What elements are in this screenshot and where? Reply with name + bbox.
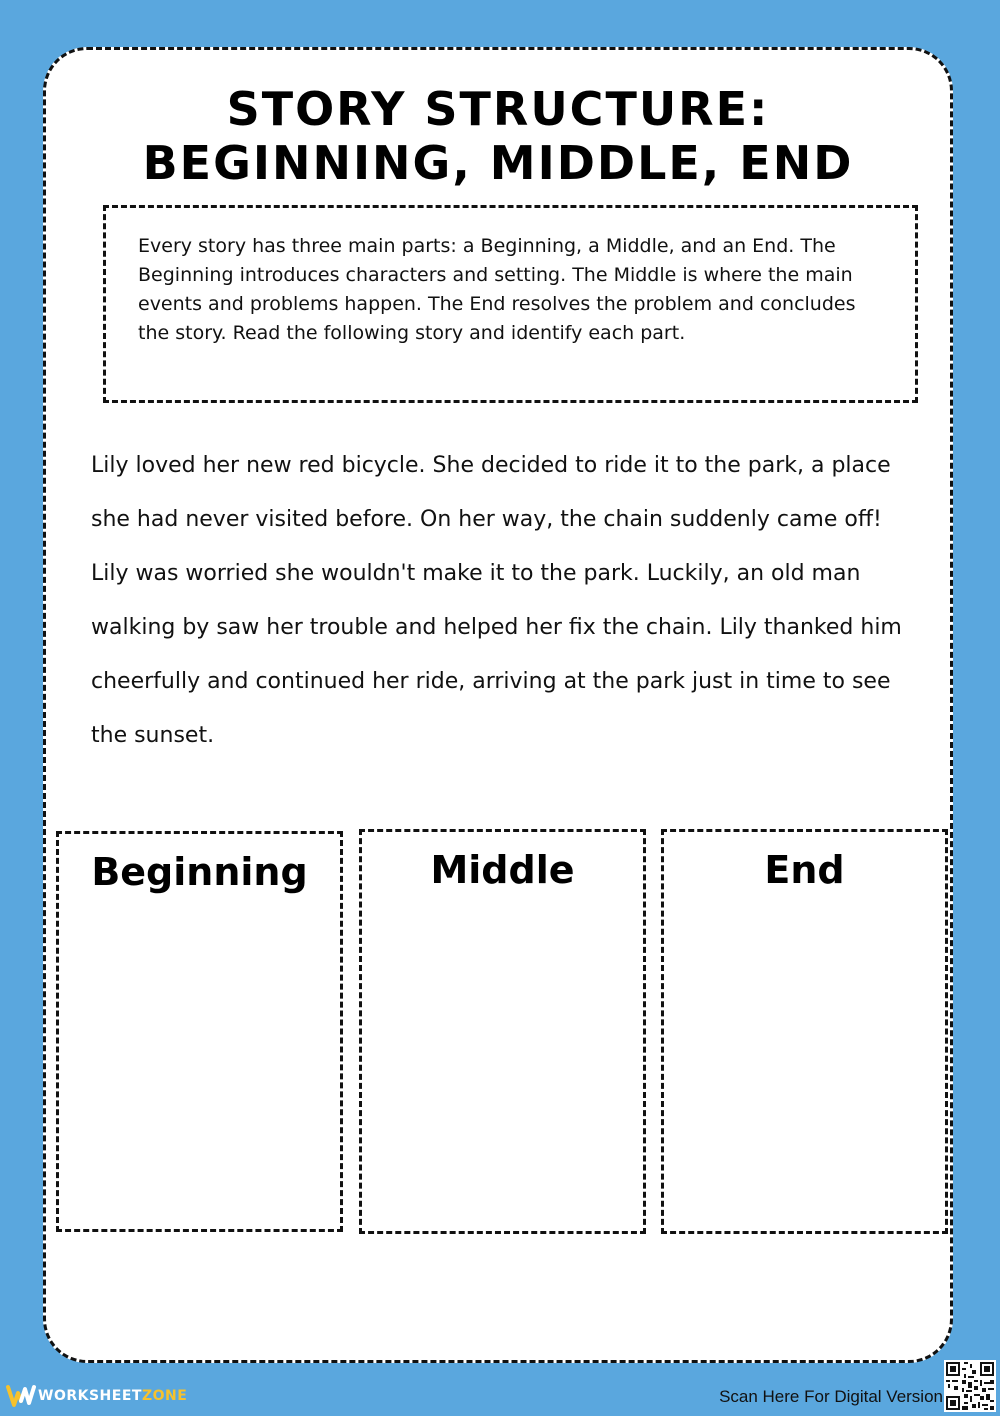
beginning-answer-box[interactable] [56,831,343,1232]
qr-code-icon[interactable] [944,1360,996,1412]
instructions-text: Every story has three main parts: a Beginning, a Middle, and an End. The Beginning introduces characters and setting. The Middle is where the main events and problems happen. The End resolves the problem and concludes the story. Read the following story and identify each part. [138,235,856,344]
beginning-label: Beginning [91,850,308,894]
middle-answer-box[interactable] [359,829,646,1234]
end-answer-box[interactable] [661,829,948,1234]
worksheetzone-logo[interactable] [6,1383,187,1409]
instructions-box [103,205,918,403]
story-text: Lily loved her new red bicycle. She decided to ride it to the park, a place she had never visited before. On her way, the chain suddenly came off! Lily was worried she wouldn't make it to the park. Luckily, an old man walking by saw her trouble and helped her fix the chain. Lily thanked him cheerfully and continued her ride, arriving at the park just in time to see the sunset. [91,453,902,748]
page-title [46,82,950,190]
logo-w-icon [6,1383,36,1409]
end-label: End [764,848,845,892]
logo-text: WORKSHEETZONE [38,1388,188,1404]
title-line-2: BEGINNING, MIDDLE, END [142,136,854,190]
middle-label: Middle [430,848,575,892]
scan-instruction: Scan Here For Digital Version [719,1387,943,1406]
worksheet-page [43,47,953,1363]
title-line-1: STORY STRUCTURE: [226,82,770,136]
